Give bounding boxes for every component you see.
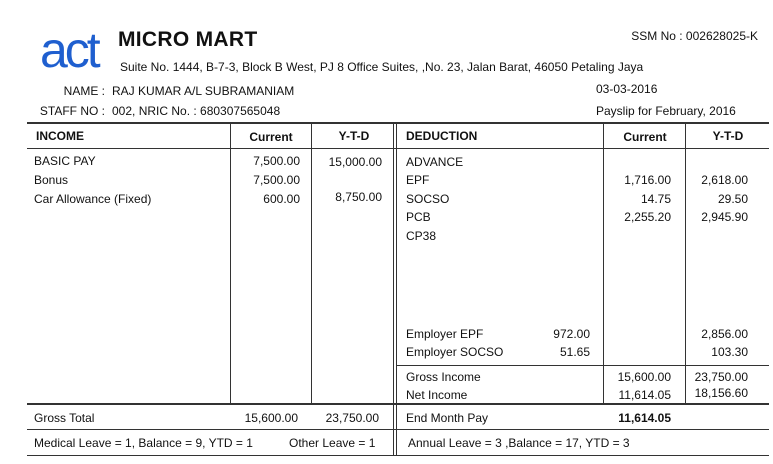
deduction-label: SOCSO [406, 192, 450, 206]
summary-label: Gross Income [406, 370, 481, 384]
medical-leave: Medical Leave = 1, Balance = 9, YTD = 1 [34, 436, 253, 450]
company-name: MICRO MART [118, 28, 258, 51]
name-label: NAME : [63, 84, 105, 98]
employee-name: RAJ KUMAR A/L SUBRAMANIAM [112, 84, 295, 98]
company-logo [40, 25, 102, 76]
income-current: 7,500.00 [253, 154, 300, 168]
logo-text: act [40, 25, 98, 73]
staff-info: 002, NRIC No. : 680307565048 [112, 104, 281, 118]
end-month-label: End Month Pay [406, 411, 489, 425]
deduction-current: 14.75 [640, 192, 671, 206]
payslip-period: Payslip for February, 2016 [596, 104, 736, 118]
deduction-current: 2,255.20 [624, 210, 671, 224]
table-top-border [27, 122, 769, 124]
payslip-date: 03-03-2016 [596, 82, 658, 96]
col-divider-4 [603, 123, 604, 404]
employer-label: Employer EPF [406, 327, 484, 341]
income-header: INCOME [36, 129, 84, 143]
employer-label: Employer SOCSO [406, 345, 504, 359]
income-label: Bonus [34, 173, 69, 187]
deduction-current: 1,716.00 [624, 173, 671, 187]
deduction-ytd-header: Y-T-D [712, 129, 744, 143]
employer-ytd: 2,856.00 [701, 327, 748, 341]
gross-total-label: Gross Total [34, 411, 95, 425]
deduction-label: PCB [406, 210, 431, 224]
act-logo-icon [40, 25, 102, 73]
income-ytd-header: Y-T-D [338, 129, 370, 143]
ssm-number: SSM No : 002628025-K [631, 29, 758, 43]
income-label: BASIC PAY [34, 154, 96, 168]
employer-amount: 51.65 [559, 345, 590, 359]
summary-ytd: 23,750.00 [694, 370, 748, 384]
deduction-header: DEDUCTION [406, 129, 478, 143]
summary-divider [396, 365, 769, 366]
col-divider-3 [393, 123, 394, 456]
header-divider [27, 148, 769, 149]
summary-current: 15,600.00 [617, 370, 671, 384]
gross-total-current: 15,600.00 [244, 411, 298, 425]
totals-bottom-border [27, 429, 769, 430]
summary-ytd: 18,156.60 [694, 386, 748, 400]
income-label: Car Allowance (Fixed) [34, 192, 152, 206]
gross-total-ytd: 23,750.00 [325, 411, 379, 425]
deduction-label: EPF [406, 173, 430, 187]
col-divider-3b [396, 123, 397, 456]
employer-ytd: 103.30 [711, 345, 748, 359]
summary-label: Net Income [406, 388, 468, 402]
deduction-current-header: Current [623, 130, 667, 144]
deduction-ytd: 29.50 [717, 192, 748, 206]
leave-bottom-border [27, 455, 769, 456]
deduction-label: CP38 [406, 229, 437, 243]
deduction-label: ADVANCE [406, 155, 464, 169]
annual-leave: Annual Leave = 3 ,Balance = 17, YTD = 3 [408, 436, 630, 450]
totals-top-border [27, 403, 769, 405]
income-ytd: 8,750.00 [335, 190, 382, 204]
col-divider-5 [685, 123, 686, 404]
other-leave: Other Leave = 1 [289, 436, 376, 450]
summary-current: 11,614.05 [618, 388, 671, 402]
deduction-ytd: 2,945.90 [701, 210, 748, 224]
income-ytd: 15,000.00 [328, 155, 382, 169]
company-address: Suite No. 1444, B-7-3, Block B West, PJ 8 Office Suites, ,No. 23, Jalan Barat, 46050 Petaling Jaya [120, 60, 644, 74]
income-current: 600.00 [263, 192, 300, 206]
staff-label: STAFF NO : [39, 104, 105, 118]
income-current: 7,500.00 [253, 173, 300, 187]
deduction-ytd: 2,618.00 [701, 173, 748, 187]
end-month-pay: 11,614.05 [618, 411, 671, 425]
income-current-header: Current [249, 130, 293, 144]
employer-amount: 972.00 [553, 327, 590, 341]
